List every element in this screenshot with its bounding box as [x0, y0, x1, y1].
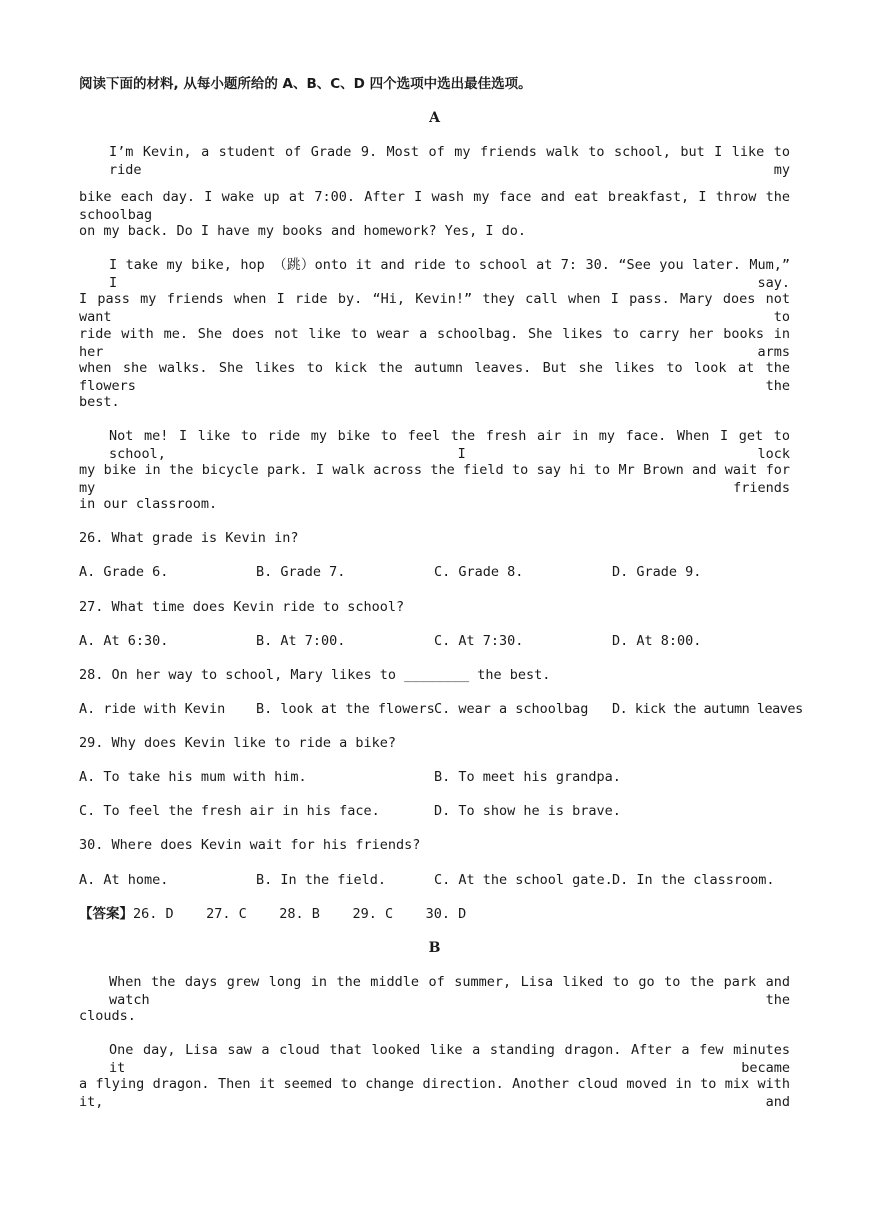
instruction: 阅读下面的材料, 从每小题所给的 A、B、C、D 四个选项中选出最佳选项。: [79, 76, 532, 92]
option-a: A. To take his mum with him.: [79, 769, 307, 785]
passage-a-line: my bike in the bicycle park. I walk across the field to say hi to Mr Brown and wait for my friends: [79, 462, 790, 496]
option-d: D. In the classroom.: [612, 872, 775, 888]
option-d: D. At 8:00.: [612, 633, 702, 649]
passage-b-line: When the days grew long in the middle of summer, Lisa liked to go to the park and watch the: [109, 974, 790, 1008]
passage-a-line: best.: [79, 394, 120, 410]
passage-b-line: One day, Lisa saw a cloud that looked like a standing dragon. After a few minutes it became: [109, 1042, 790, 1076]
option-c: C. At the school gate.: [434, 872, 613, 888]
option-b: B. In the field.: [256, 872, 387, 888]
section-b-label: B: [428, 940, 441, 956]
option-c: C. To feel the fresh air in his face.: [79, 803, 380, 819]
option-d: D. kick the autumn leaves: [612, 701, 803, 717]
question-stem: 30. Where does Kevin wait for his friends?: [79, 837, 421, 853]
option-b: B. At 7:00.: [256, 633, 346, 649]
passage-a-line: on my back. Do I have my books and homework? Yes, I do.: [79, 223, 527, 239]
option-c: C. Grade 8.: [434, 564, 524, 580]
option-b: B. look at the flowers: [256, 701, 435, 717]
option-a: A. At home.: [79, 872, 169, 888]
question-stem: 29. Why does Kevin like to ride a bike?: [79, 735, 396, 751]
option-b: B. To meet his grandpa.: [434, 769, 621, 785]
question-stem: 28. On her way to school, Mary likes to ________ the best.: [79, 667, 551, 683]
option-d: D. To show he is brave.: [434, 803, 621, 819]
option-a: A. ride with Kevin: [79, 701, 226, 717]
option-a: A. Grade 6.: [79, 564, 169, 580]
passage-a-line: in our classroom.: [79, 496, 218, 512]
section-a-label: A: [429, 110, 440, 126]
passage-b-line: a flying dragon. Then it seemed to change direction. Another cloud moved in to mix with it, and: [79, 1076, 790, 1110]
answer-line: [79, 905, 466, 923]
answer-tag: 【答案】: [79, 906, 133, 922]
passage-a-line: bike each day. I wake up at 7:00. After I wash my face and eat breakfast, I throw the schoolbag: [79, 189, 790, 223]
question-stem: 27. What time does Kevin ride to school?: [79, 599, 405, 615]
option-a: A. At 6:30.: [79, 633, 169, 649]
passage-a-line: when she walks. She likes to kick the autumn leaves. But she likes to look at the flowers the: [79, 360, 790, 394]
passage-a-line: ride with me. She does not like to wear a schoolbag. She likes to carry her books in her arms: [79, 326, 790, 360]
passage-a-line: I pass my friends when I ride by. “Hi, Kevin!” they call when I pass. Mary does not want to: [79, 291, 790, 325]
passage-b-line: clouds.: [79, 1008, 136, 1024]
answer-text: 26. D 27. C 28. B 29. C 30. D: [133, 906, 467, 922]
passage-a-line: I’m Kevin, a student of Grade 9. Most of my friends walk to school, but I like to ride my: [109, 144, 790, 178]
option-c: C. wear a schoolbag: [434, 701, 589, 717]
passage-a-line: I take my bike, hop （跳）onto it and ride to school at 7: 30. “See you later. Mum,” I say.: [109, 257, 790, 291]
option-b: B. Grade 7.: [256, 564, 346, 580]
option-d: D. Grade 9.: [612, 564, 702, 580]
passage-a-line: Not me! I like to ride my bike to feel the fresh air in my face. When I get to school, I lock: [109, 428, 790, 462]
option-c: C. At 7:30.: [434, 633, 524, 649]
question-stem: 26. What grade is Kevin in?: [79, 530, 299, 546]
